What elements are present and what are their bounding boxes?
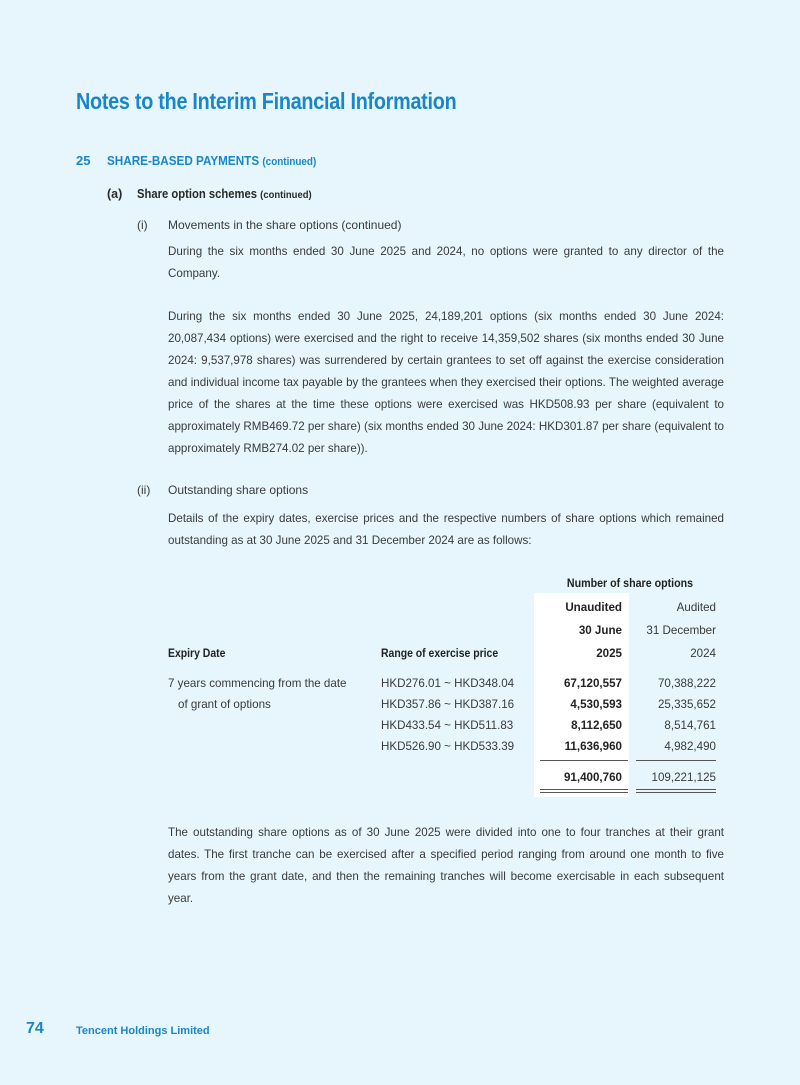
section-title: [107, 153, 316, 168]
subsection-title: [137, 187, 312, 201]
subsection-continued: (continued): [260, 189, 312, 201]
col-2025-line3: 2025: [596, 647, 622, 660]
subtotal-rule-2025: [540, 760, 628, 761]
col-2024-line3: 2024: [690, 647, 716, 660]
table-row-2024: 4,982,490: [664, 740, 716, 753]
footer-company: Tencent Holdings Limited: [76, 1025, 210, 1037]
part-ii-paragraph-2: The outstanding share options as of 30 June 2025 were divided into one to four tranches at their grant dates. The first tranche can be exercised after a specified period ranging from around one month to five years from the grant date, and then the remaining tranches will become exercisable in each subsequent year.: [168, 826, 724, 905]
table-row-2025: 11,636,960: [564, 740, 622, 753]
section-title-text: SHARE-BASED PAYMENTS: [107, 153, 260, 168]
subtotal-rule-2024: [636, 760, 716, 761]
total-double-rule-2024-bottom: [636, 792, 716, 793]
page-title: Notes to the Interim Financial Information: [76, 88, 457, 114]
part-i-paragraph-2: During the six months ended 30 June 2025, 24,189,201 options (six months ended 30 June 2024: 20,087,434 options) were exercised and the right to receive 14,359,502 shares (six months ended 30 June 2024: 9,537,978 shares) was surrendered by certain grantees to set off against the exercise consideration and individual income tax payable by the grantees when they exercised their options. The weighted average price of the shares at the time these options were exercised was HKD508.93 per share (equivalent to approximately RMB469.72 per share) (six months ended 30 June 2024: HKD301.87 per share (equivalent to approximately RMB274.02 per share)).: [168, 310, 724, 455]
table-row-2024: 70,388,222: [657, 677, 716, 690]
table-total-2024: 109,221,125: [651, 771, 716, 784]
col-2024-line2: 31 December: [646, 624, 716, 637]
subsection-label: (a): [107, 187, 123, 201]
part-ii-paragraph-1: Details of the expiry dates, exercise prices and the respective numbers of share options which remained outstanding as at 30 June 2025 and 31 December 2024 are as follows:: [168, 512, 724, 547]
total-double-rule-2025-bottom: [540, 792, 628, 793]
col-2024-line1: Audited: [676, 601, 716, 614]
table-row-2025: 4,530,593: [570, 698, 622, 711]
col-expiry-header: Expiry Date: [168, 647, 226, 660]
col-2025-line2: 30 June: [578, 624, 622, 637]
total-double-rule-2024-top: [636, 789, 716, 790]
table-total-2025: 91,400,760: [563, 771, 622, 784]
expiry-text-line1: 7 years commencing from the date: [168, 677, 347, 690]
part-i-paragraph-1: During the six months ended 30 June 2025 and 2024, no options were granted to any director of the Company.: [168, 245, 724, 280]
table-row-2025: 8,112,650: [571, 719, 622, 732]
part-i-heading: Movements in the share options (continued): [168, 218, 402, 232]
table-row-2024: 8,514,761: [664, 719, 716, 732]
section-continued: (continued): [262, 156, 317, 168]
table-row-2025: 67,120,557: [563, 677, 622, 690]
table-row-2024: 25,335,652: [657, 698, 716, 711]
col-2025-line1: Unaudited: [565, 601, 622, 614]
table-row-range: HKD433.54 ~ HKD511.83: [381, 719, 514, 732]
subsection-title-text: Share option schemes: [137, 187, 258, 201]
part-ii-heading: Outstanding share options: [168, 483, 309, 497]
col-range-header: Range of exercise price: [381, 647, 499, 660]
table-row-range: HKD276.01 ~ HKD348.04: [381, 677, 515, 690]
table-row-range: HKD526.90 ~ HKD533.39: [381, 740, 515, 753]
table-row-range: HKD357.86 ~ HKD387.16: [381, 698, 515, 711]
part-ii-label: (ii): [137, 483, 151, 497]
table-group-header: Number of share options: [566, 577, 694, 590]
total-double-rule-2025-top: [540, 789, 628, 790]
section-number: 25: [76, 153, 91, 168]
part-i-label: (i): [137, 218, 148, 232]
page-number: 74: [26, 1020, 44, 1037]
expiry-text-line2: of grant of options: [178, 698, 271, 711]
